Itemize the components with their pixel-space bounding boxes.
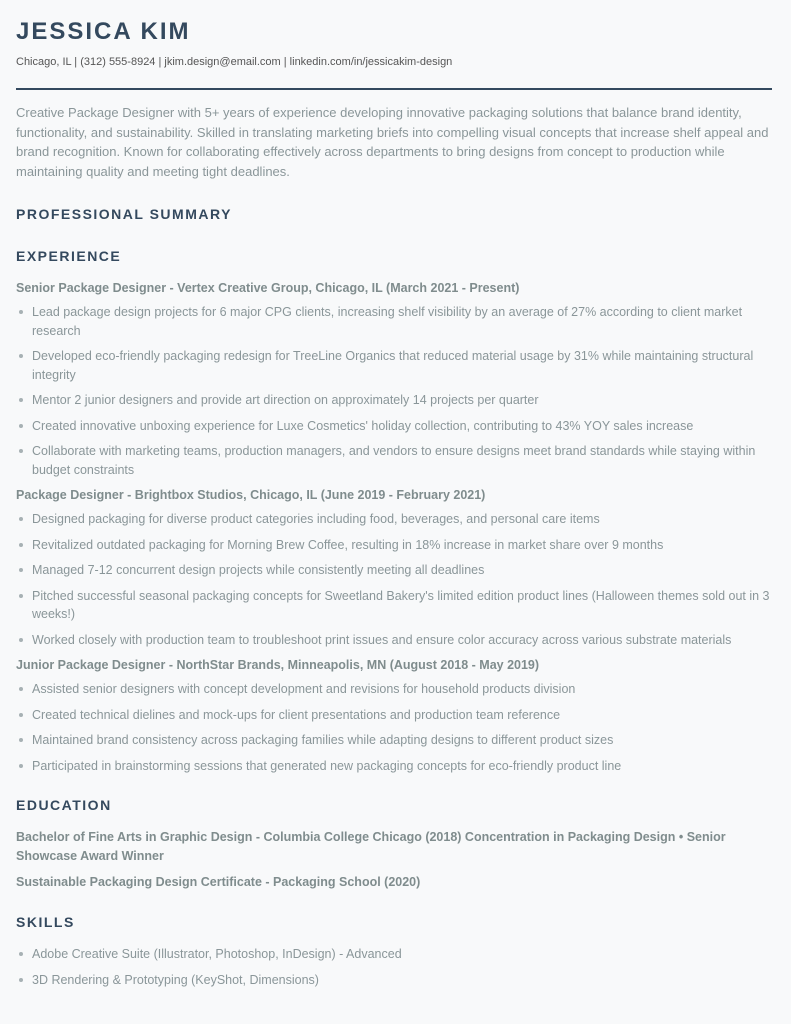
job-bullets (16, 510, 775, 649)
header-divider (16, 88, 772, 90)
job-entry (16, 658, 775, 775)
list-item: Designed packaging for diverse product categories including food, beverages, and personal care items (16, 510, 775, 529)
list-item: Participated in brainstorming sessions that generated new packaging concepts for eco-friendly product line (16, 757, 775, 776)
job-entry (16, 281, 775, 479)
job-bullets (16, 303, 775, 479)
education-item: Bachelor of Fine Arts in Graphic Design - Columbia College Chicago (2018) Concentration in Packaging Design • Senior Showcase Award Winner (16, 830, 726, 863)
education-list (16, 828, 775, 892)
section-title-education: EDUCATION (16, 797, 112, 813)
list-item: Revitalized outdated packaging for Morning Brew Coffee, resulting in 18% increase in market share over 9 months (16, 536, 775, 555)
list-item: Worked closely with production team to troubleshoot print issues and ensure color accuracy across various substrate materials (16, 631, 775, 650)
candidate-name: JESSICA KIM (16, 18, 191, 45)
list-item: 3D Rendering & Prototyping (KeyShot, Dimensions) (16, 971, 775, 990)
list-item: Mentor 2 junior designers and provide art direction on approximately 14 projects per quarter (16, 391, 775, 410)
list-item: Pitched successful seasonal packaging concepts for Sweetland Bakery's limited edition product lines (Halloween themes sold out in 3 weeks!) (16, 587, 775, 624)
section-title-experience: EXPERIENCE (16, 248, 122, 264)
skills-list (16, 945, 775, 989)
list-item: Lead package design projects for 6 major CPG clients, increasing shelf visibility by an average of 27% according to client market research (16, 303, 775, 340)
list-item: Created technical dielines and mock-ups for client presentations and production team reference (16, 706, 775, 725)
summary-paragraph: Creative Package Designer with 5+ years of experience developing innovative packaging solutions that balance brand identity, functionality, and sustainability. Skilled in translating marketing briefs into compelling visual concepts that increase shelf appeal and brand recognition. Known for collaborating effectively across departments to bring designs from concept to production while maintaining quality and meeting tight deadlines. (16, 105, 769, 179)
list-item: Collaborate with marketing teams, production managers, and vendors to ensure designs meet brand standards while staying within budget constraints (16, 442, 775, 479)
contact-line: Chicago, IL | (312) 555-8924 | jkim.design@email.com | linkedin.com/in/jessicakim-design (16, 56, 453, 68)
list-item: Managed 7-12 concurrent design projects while consistently meeting all deadlines (16, 561, 775, 580)
job-entry (16, 488, 775, 649)
section-title-skills: SKILLS (16, 914, 75, 930)
job-bullets (16, 680, 775, 775)
job-title: Junior Package Designer - NorthStar Brands, Minneapolis, MN (August 2018 - May 2019) (16, 658, 540, 672)
education-item: Sustainable Packaging Design Certificate - Packaging School (2020) (16, 875, 421, 889)
list-item: Developed eco-friendly packaging redesign for TreeLine Organics that reduced material usage by 31% while maintaining structural integrity (16, 347, 775, 384)
list-item: Assisted senior designers with concept development and revisions for household products division (16, 680, 775, 699)
list-item: Created innovative unboxing experience for Luxe Cosmetics' holiday collection, contributing to 43% YOY sales increase (16, 417, 775, 436)
list-item: Maintained brand consistency across packaging families while adapting designs to different product sizes (16, 731, 775, 750)
job-title: Package Designer - Brightbox Studios, Chicago, IL (June 2019 - February 2021) (16, 488, 486, 502)
job-title: Senior Package Designer - Vertex Creative Group, Chicago, IL (March 2021 - Present) (16, 281, 520, 295)
section-title-professional-summary: PROFESSIONAL SUMMARY (16, 206, 232, 222)
list-item: Adobe Creative Suite (Illustrator, Photoshop, InDesign) - Advanced (16, 945, 775, 964)
